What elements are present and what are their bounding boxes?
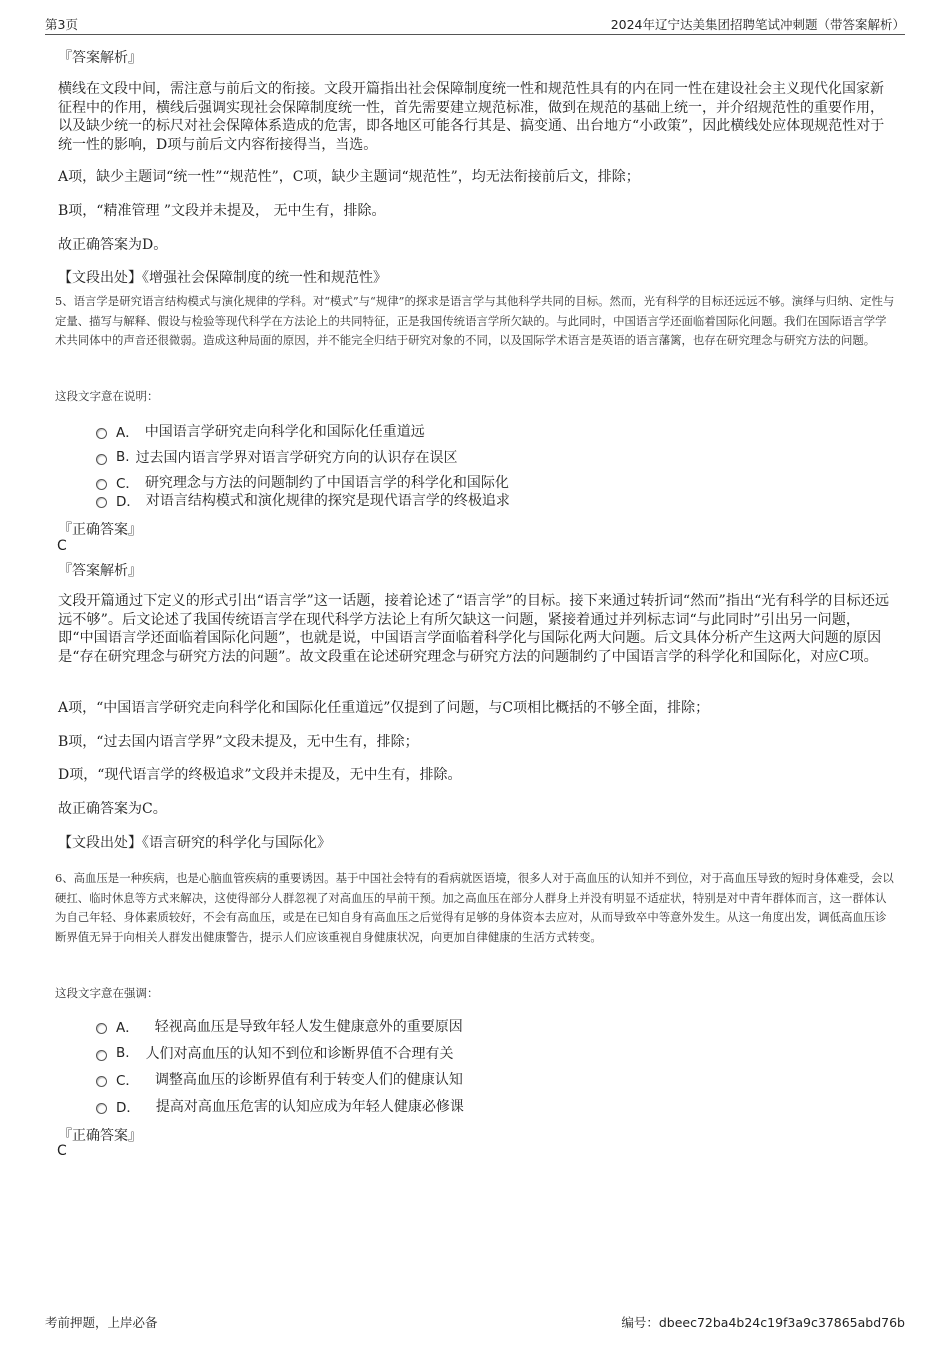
option-letter: B.	[116, 1045, 130, 1061]
q6-prompt: 这段文字意在强调：	[55, 986, 159, 1000]
page-footer	[45, 1313, 905, 1331]
q6-question-text: 6、高血压是一种疾病，也是心脑血管疾病的重要诱因。基于中国社会特有的看病就医语境，很多人对于高血压的认知并不到位，对于高血压导致的短时身体难受，会以硬扛、临时休息等方式来解决，这使得部分人群忽视了对高血压的早前干预。加之高血压在部分人群身上并没有明显不适症状，特别是对中青年群体而言，这一群体认为自己年轻、身体素质较好，不会有高血压，或是在已知自身有高血压之后觉得有足够的身体资本去应对，从而导致卒中等意外发生。从这一角度出发，调低高血压诊断界值无异于向相关人群发出健康警告，提示人们应该重视自身健康状况，向更加自律健康的生活方式转变。	[55, 871, 894, 944]
q6-option-b[interactable]	[96, 1043, 454, 1063]
q6-option-c[interactable]	[96, 1069, 463, 1089]
q5-analysis-paragraph: 文段开篇通过下定义的形式引出“语言学”这一话题，接着论述了“语言学”的目标。接下来通过转折词“然而”指出“光有科学的目标还远远不够”。后文论述了我国传统语言学在现代科学方法论上有所欠缺这一问题，紧接着通过并列标志词“与此同时”引出另一问题，即“中国语言学还面临着国际化问题”，也就是说，中国语言学面临着科学化与国际化两大问题。后文具体分析产生这两大问题的原因是“存在研究理念与研究方法的问题”。故文段重在论述研究理念与研究方法的问题制约了中国语言学的科学化和国际化，对应C项。	[58, 593, 890, 666]
q5-correct-header: 『正确答案』	[58, 522, 142, 538]
page-number: 第3页	[45, 17, 78, 32]
radio-button-icon[interactable]	[96, 1023, 107, 1034]
option-text: 人们对高血压的认知不到位和诊断界值不合理有关	[145, 1046, 454, 1062]
option-text: 调整高血压的诊断界值有利于转变人们的健康认知	[154, 1072, 463, 1088]
q5-option-d[interactable]	[96, 490, 510, 510]
q4-analysis-conclusion: 故正确答案为D。	[58, 237, 168, 253]
q5-analysis-conclusion: 故正确答案为C。	[58, 801, 167, 817]
option-letter: A．	[116, 425, 139, 441]
q4-source: 【文段出处】《增强社会保障制度的统一性和规范性》	[58, 270, 387, 286]
option-letter: D．	[116, 1100, 140, 1116]
q5-prompt: 这段文字意在说明：	[55, 389, 159, 403]
q4-analysis-paragraph: B项，“精准管理 ”文段并未提及， 无中生有，排除。	[58, 203, 386, 219]
option-text: 过去国内语言学界对语言学研究方向的认识存在误区	[135, 450, 458, 466]
radio-button-icon[interactable]	[96, 1103, 107, 1114]
footer-slogan: 考前押题，上岸必备	[45, 1315, 158, 1330]
q6-correct-header: 『正确答案』	[58, 1128, 142, 1144]
option-letter: C．	[116, 476, 139, 492]
q5-correct-answer: C	[57, 538, 67, 554]
q4-analysis-paragraph: 横线在文段中间，需注意与前后文的衔接。文段开篇指出社会保障制度统一性和规范性具有的内在同一性在建设社会主义现代化国家新征程中的作用，横线后强调实现社会保障制度统一性，首先需要建立规范标准，做到在规范的基础上统一，并介绍规范性的重要作用，以及缺少统一的标尺对社会保障体系造成的危害，即各地区可能各行其是、搞变通、出台地方“小政策”，因此横线处应体现规范性对于统一性的影响，D项与前后文内容衔接得当，当选。	[58, 81, 885, 154]
document-title: 2024年辽宁达美集团招聘笔试冲刺题（带答案解析）	[610, 17, 905, 32]
document-serial: 编号：dbeec72ba4b24c19f3a9c37865abd76b	[621, 1315, 905, 1330]
q5-analysis-header: 『答案解析』	[58, 563, 142, 579]
radio-button-icon[interactable]	[96, 479, 107, 490]
radio-button-icon[interactable]	[96, 1076, 107, 1087]
option-text: 研究理念与方法的问题制约了中国语言学的科学化和国际化	[144, 475, 509, 491]
option-text: 中国语言学研究走向科学化和国际化任重道远	[144, 424, 425, 440]
q5-source: 【文段出处】《语言研究的科学化与国际化》	[58, 835, 331, 851]
q5-option-c[interactable]	[96, 472, 509, 492]
q5-question-text: 5、语言学是研究语言结构模式与演化规律的学科。对“模式”与“规律”的探求是语言学与其他科学共同的目标。然而，光有科学的目标还远远不够。演绎与归纳、定性与定量、描写与解释、假设与检验等现代科学在方法论上的共同特征，正是我国传统语言学所欠缺的。与此同时，中国语言学还面临着国际化问题。我们在国际语言学学术共同体中的声音还很微弱。造成这种局面的原因，并不能完全归结于研究对象的不同，以及国际学术语言是英语的语言藩篱，也存在研究理念与研究方法的问题。	[55, 294, 895, 347]
q5-analysis-paragraph: B项，“过去国内语言学界”文段未提及，无中生有，排除；	[58, 734, 419, 750]
radio-button-icon[interactable]	[96, 1050, 107, 1061]
q6-correct-answer: C	[57, 1143, 67, 1159]
page-header	[45, 14, 905, 35]
option-text: 对语言结构模式和演化规律的探究是现代语言学的终极追求	[145, 493, 510, 509]
radio-button-icon[interactable]	[96, 454, 107, 465]
q4-analysis-header: 『答案解析』	[58, 50, 142, 66]
q6-option-d[interactable]	[96, 1096, 464, 1116]
q5-analysis-paragraph: A项，“中国语言学研究走向科学化和国际化任重道远”仅提到了问题，与C项相比概括的不够全面，排除；	[58, 700, 710, 716]
q5-option-a[interactable]	[96, 421, 425, 441]
option-text: 提高对高血压危害的认知应成为年轻人健康必修课	[155, 1099, 464, 1115]
q5-option-b[interactable]	[96, 447, 458, 467]
option-letter: B.	[116, 449, 130, 465]
radio-button-icon[interactable]	[96, 497, 107, 508]
option-letter: A．	[116, 1020, 139, 1036]
q4-analysis-paragraph: A项，缺少主题词“统一性”“规范性”，C项，缺少主题词“规范性”，均无法衔接前后文，排除；	[58, 169, 640, 185]
option-text: 轻视高血压是导致年轻人发生健康意外的重要原因	[154, 1019, 463, 1035]
radio-button-icon[interactable]	[96, 428, 107, 439]
option-letter: D．	[116, 494, 140, 510]
q5-analysis-paragraph: D项，“现代语言学的终极追求”文段并未提及，无中生有，排除。	[58, 767, 462, 783]
q6-option-a[interactable]	[96, 1016, 463, 1036]
option-letter: C．	[116, 1073, 139, 1089]
